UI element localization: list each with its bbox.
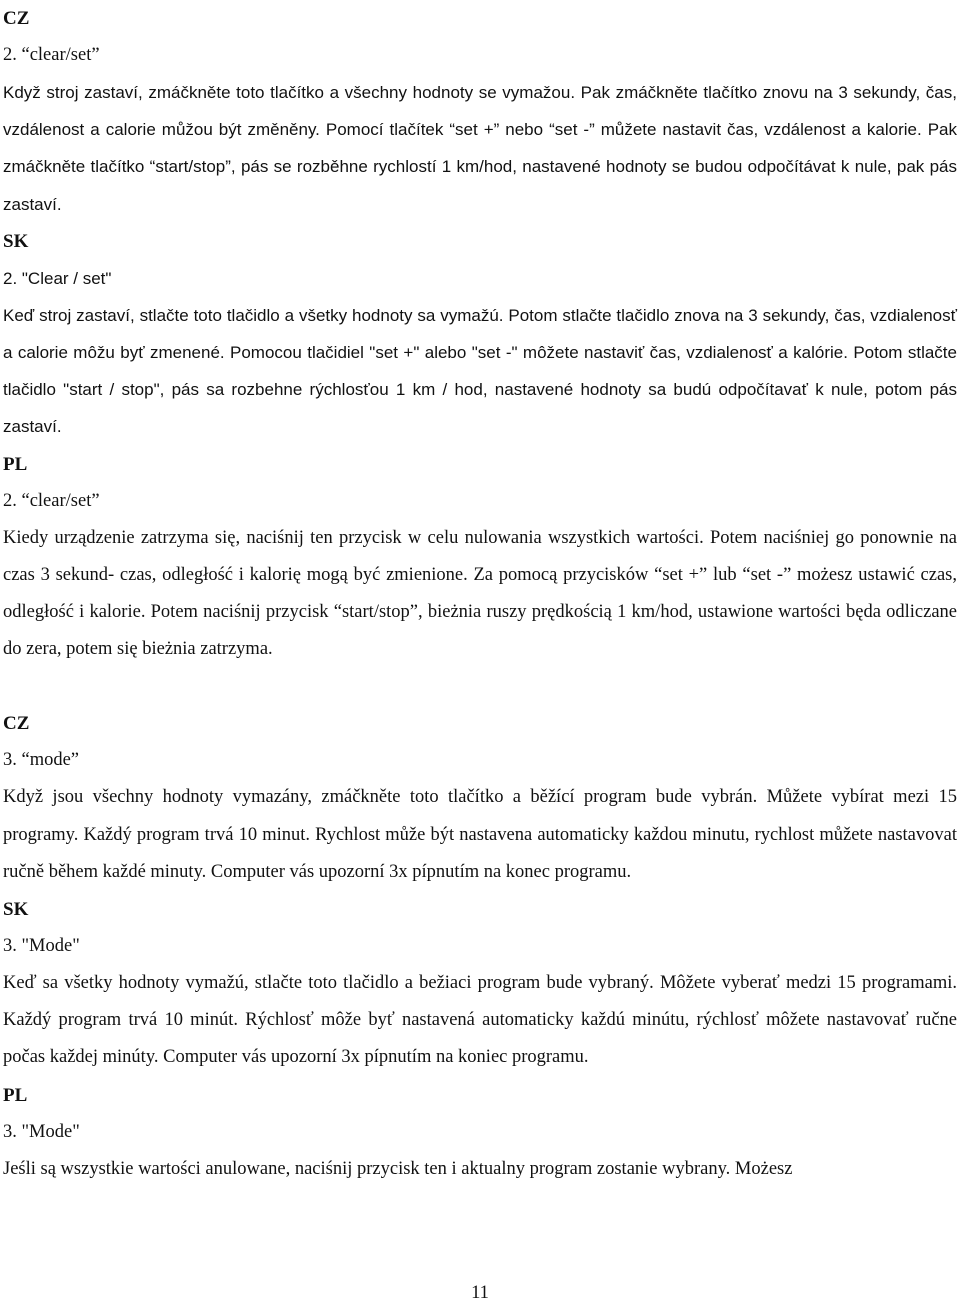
section-spacer xyxy=(3,668,957,705)
section-text: Keď stroj zastaví, stlačte toto tlačidlo a všetky hodnoty sa vymažú. Potom stlačte tlačidlo znova na 3 sekundy, čas, vzdialenosť a calorie môžu byť zmenené. Pomocou tlačidiel "set +" alebo "set -" môžete nastaviť čas, vzdialenosť a kalórie. Potom stlačte tlačidlo "start / stop", pás sa rozbehne rýchlosťou 1 km / hod, nastavené hodnoty sa budú odpočítavať k nule, potom pás zastaví. xyxy=(3,305,957,437)
language-label: SK xyxy=(3,230,29,252)
section-heading: 3. “mode” xyxy=(3,750,80,771)
language-label: PL xyxy=(3,1084,28,1106)
section-sk-clear-set xyxy=(3,223,957,446)
section-cz-mode xyxy=(3,705,957,891)
section-pl-clear-set xyxy=(3,446,957,669)
section-text: Jeśli są wszystkie wartości anulowane, naciśnij przycisk ten i aktualny program zostanie wybrany. Możesz xyxy=(3,1158,793,1179)
section-text: Keď sa všetky hodnoty vymažú, stlačte toto tlačidlo a bežiaci program bude vybraný. Môžete vyberať medzi 15 programami. Každý program trvá 10 minút. Rýchlosť môže byť nastavená automaticky každú minútu, rýchlosť môžete nastavovať ručne počas každej minúty. Computer vás upozorní 3x pípnutím na koniec programu. xyxy=(3,973,957,1068)
page-number: 11 xyxy=(471,1283,489,1303)
section-heading: 2. "Clear / set" xyxy=(3,268,112,288)
section-heading: 2. “clear/set” xyxy=(3,45,100,65)
language-label: CZ xyxy=(3,713,30,735)
section-pl-mode xyxy=(3,1077,957,1188)
language-label: SK xyxy=(3,899,29,921)
section-heading: 3. "Mode" xyxy=(3,936,80,957)
section-sk-mode xyxy=(3,891,957,1077)
section-text: Když stroj zastaví, zmáčkněte toto tlačítko a všechny hodnoty se vymažou. Pak zmáčkněte tlačítko znovu na 3 sekundy, čas, vzdálenost a calorie můžou být změněny. Pomocí tlačítek “set +” nebo “set -” můžete nastavit čas, vzdálenost a kalorie. Pak zmáčkněte tlačítko “start/stop”, pás se rozběhne rychlostí 1 km/hod, nastavené hodnoty se budou odpočítávat k nule, pak pás zastaví. xyxy=(3,83,957,214)
language-label: PL xyxy=(3,453,28,475)
document-page xyxy=(3,0,957,1188)
language-label: CZ xyxy=(3,8,30,29)
section-heading: 2. “clear/set” xyxy=(3,490,100,511)
section-text: Když jsou všechny hodnoty vymazány, zmáčkněte toto tlačítko a běžící program bude vybrán. Můžete vybírat mezi 15 programy. Každý program trvá 10 minut. Rychlost může být nastavena automaticky každou minutu, rychlost můžete nastavovat ručně během každé minuty. Computer vás upozorní 3x pípnutím na konec programu. xyxy=(3,787,957,882)
section-cz-clear-set xyxy=(3,0,957,223)
section-text: Kiedy urządzenie zatrzyma się, naciśnij ten przycisk w celu nulowania wszystkich wartości. Potem naciśniej go ponownie na czas 3 sekund- czas, odległość i kalorię mogą być zmienione. Za pomocą przycisków “set +” lub “set -” możesz ustawić czas, odległość i kalorie. Potem naciśnij przycisk “start/stop”, bieżnia ruszy prędkością 1 km/hod, ustawione wartości będa odliczane do zera, potem się bieżnia zatrzyma. xyxy=(3,527,957,660)
section-heading: 3. "Mode" xyxy=(3,1121,80,1142)
